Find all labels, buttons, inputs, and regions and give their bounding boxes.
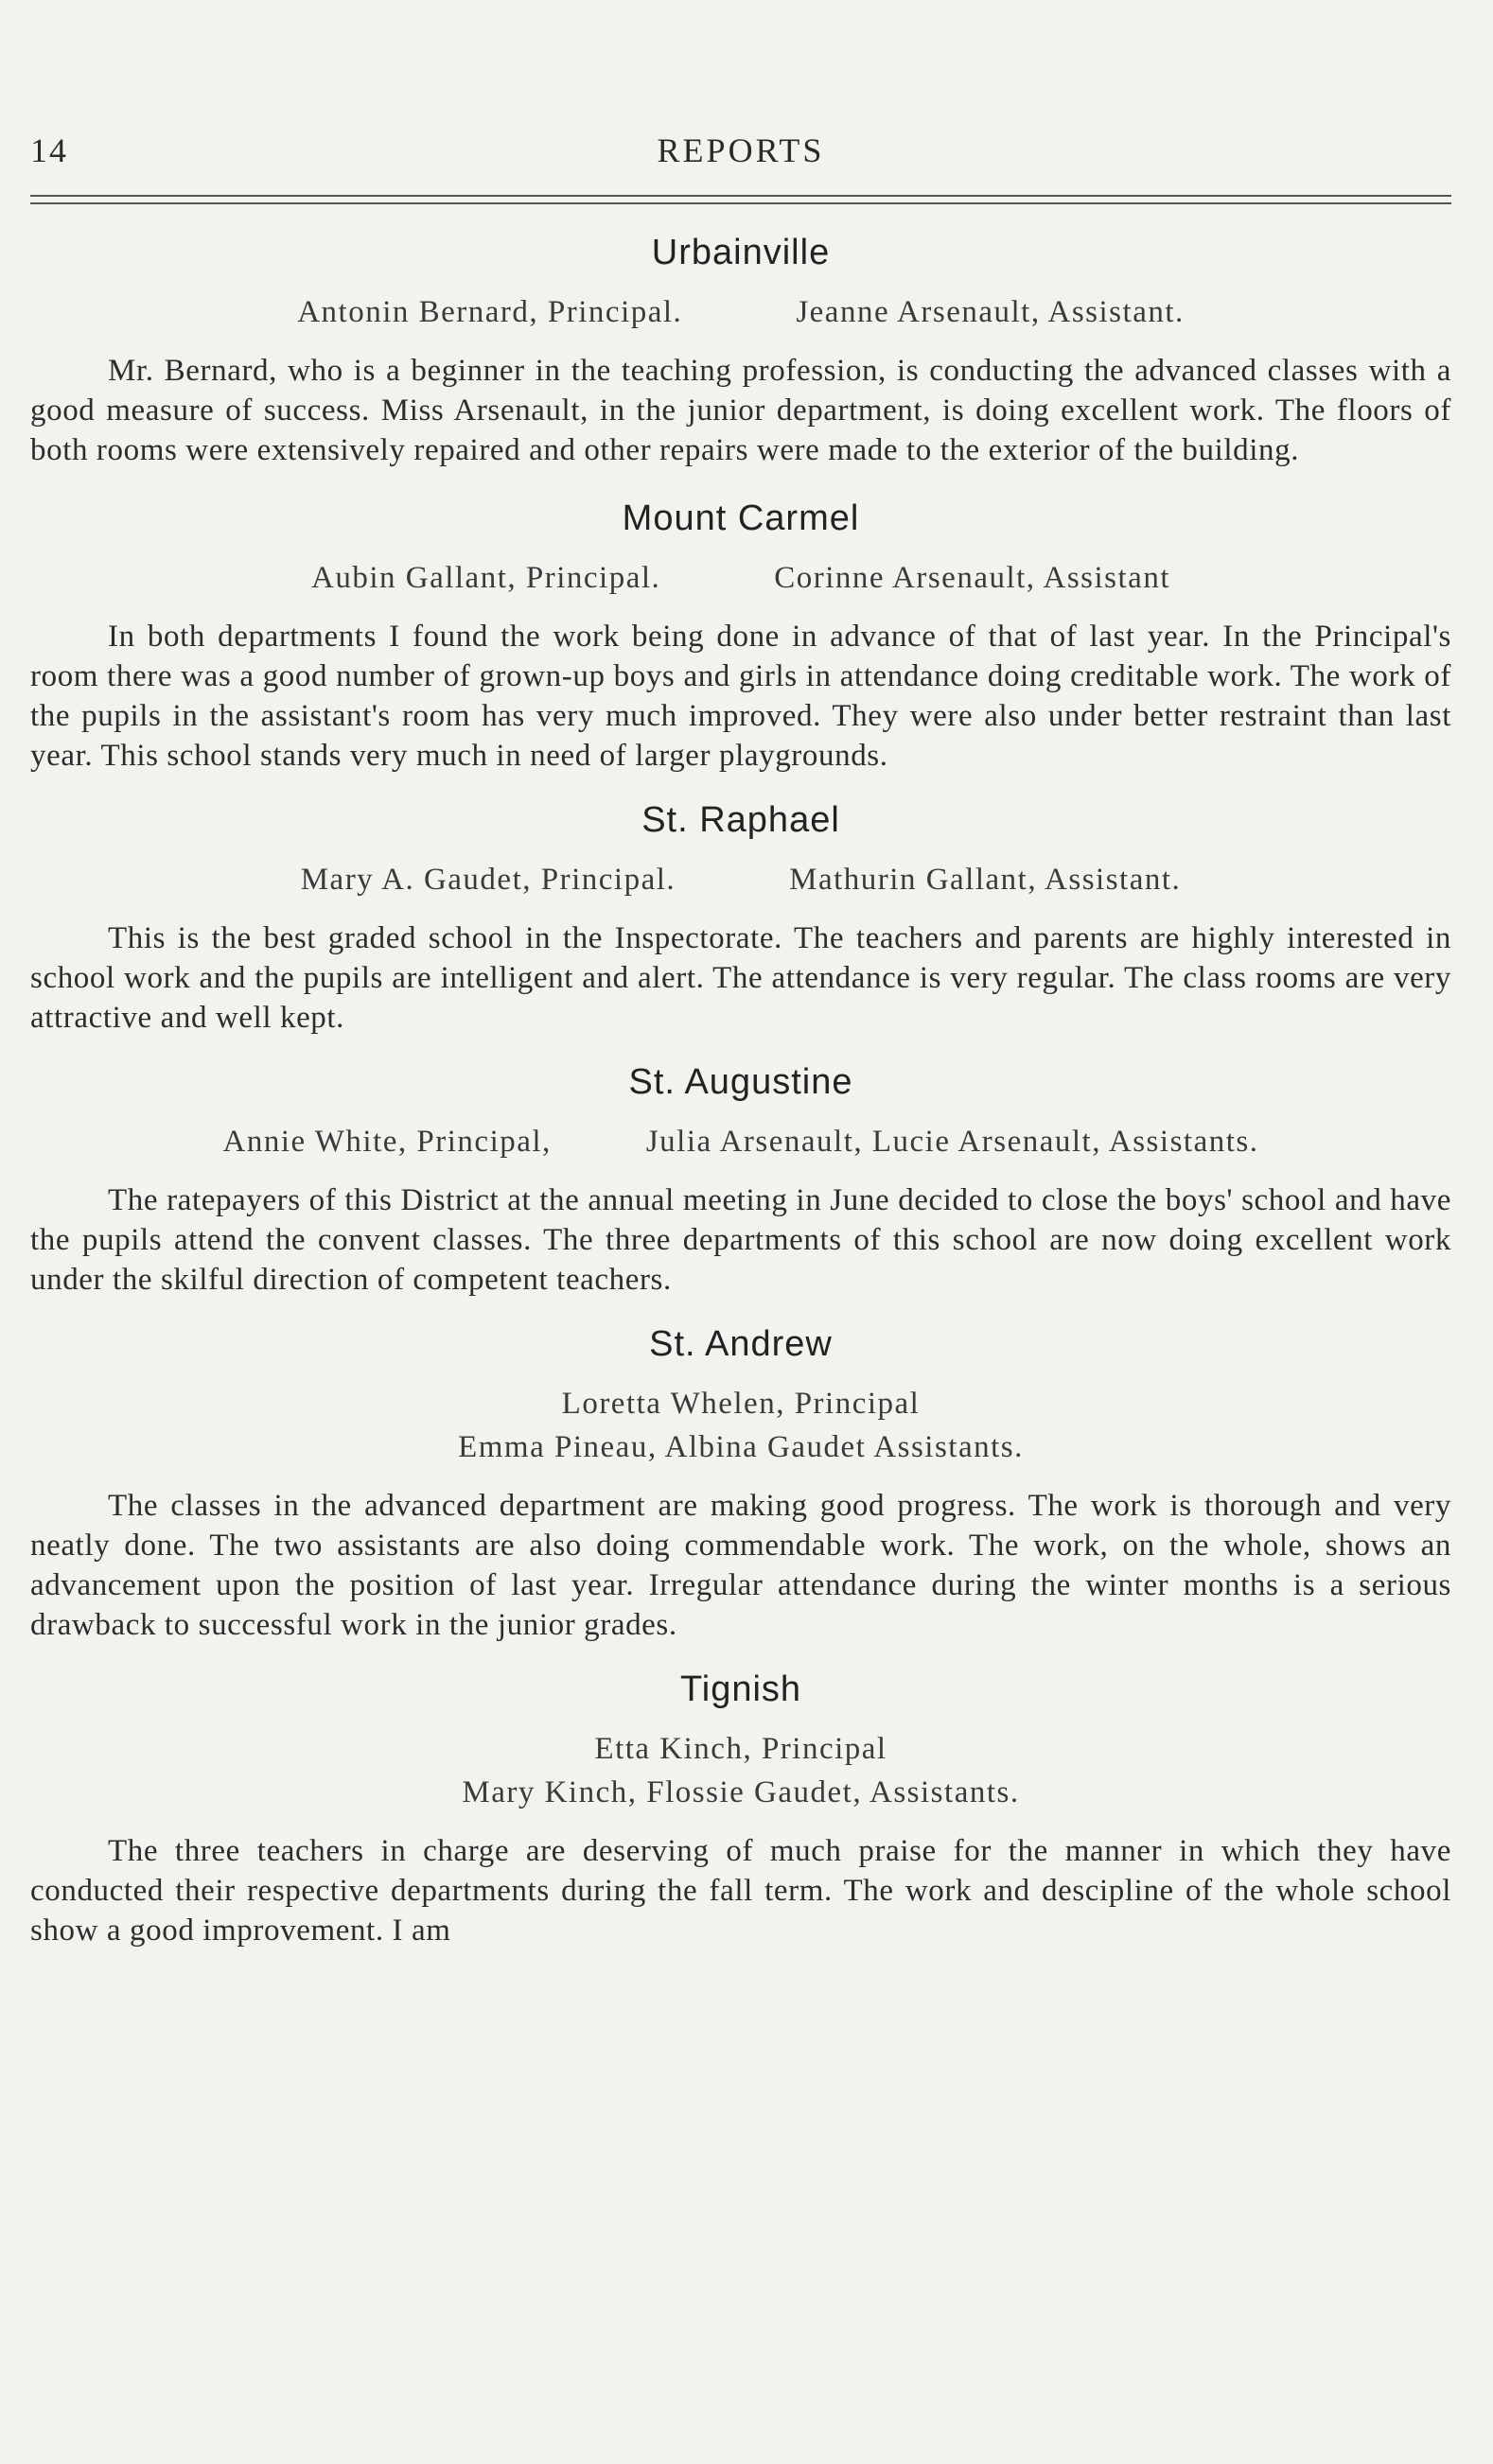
section-title: Mount Carmel: [622, 498, 860, 538]
principal-name: Annie White, Principal,: [222, 1125, 552, 1159]
principal-name: Aubin Gallant, Principal.: [310, 561, 661, 595]
section-body: This is the best graded school in the Inspectorate. The teachers and parents are highly interested in school work and the pupils are intelligent and alert. The attendance is very regular. The class rooms are very attractive and well kept.: [30, 921, 1451, 1035]
header-rule: [30, 195, 1451, 204]
section-st-raphael: [30, 800, 1451, 1038]
section-body: The three teachers in charge are deserving of much praise for the manner in which they have conducted their respective departments during the fall term. The work and descipline of the whole school show a good improvement. I am: [30, 1834, 1451, 1948]
assistant-names: Julia Arsenault, Lucie Arsenault, Assistants.: [645, 1125, 1259, 1159]
assistant-names: Emma Pineau, Albina Gaudet Assistants.: [458, 1430, 1024, 1464]
section-title: Tignish: [679, 1669, 802, 1709]
section-body: In both departments I found the work being done in advance of that of last year. In the Principal's room there was a good number of grown-up boys and girls in attendance doing creditable work. The work of the pupils in the assistant's room has very much improved. They were also under better restraint than last year. This school stands very much in need of larger playgrounds.: [30, 620, 1451, 773]
section-st-augustine: [30, 1062, 1451, 1300]
section-body: The ratepayers of this District at the annual meeting in June decided to close the boys' school and have the pupils attend the convent classes. The three departments of this school are now doing excellent work under the skilful direction of competent teachers.: [30, 1183, 1451, 1297]
section-body: Mr. Bernard, who is a beginner in the teaching profession, is conducting the advanced classes with a good measure of success. Miss Arsenault, in the junior department, is doing excellent work. The floors of both rooms were extensively repaired and other repairs were made to the exterior of the building.: [30, 354, 1451, 467]
assistant-names: Mary Kinch, Flossie Gaudet, Assistants.: [462, 1775, 1020, 1809]
section-body: The classes in the advanced department are making good progress. The work is thorough and very neatly done. The two assistants are also doing commendable work. The work, on the whole, shows an advancement upon the position of last year. Irregular attendance during the winter months is a serious drawback to successful work in the junior grades.: [30, 1489, 1451, 1642]
section-title: St. Andrew: [649, 1324, 833, 1364]
document-page: [30, 0, 1451, 1950]
staff-line: [30, 1120, 1451, 1163]
principal-name: Etta Kinch, Principal: [594, 1732, 887, 1766]
assistant-name: Corinne Arsenault, Assistant: [774, 561, 1170, 595]
principal-name: Mary A. Gaudet, Principal.: [300, 863, 676, 897]
running-title: REPORTS: [657, 131, 825, 169]
section-title: St. Augustine: [628, 1062, 853, 1102]
section-urbainville: [30, 233, 1451, 470]
staff-line: [30, 556, 1451, 600]
section-st-andrew: [30, 1324, 1451, 1645]
section-title: St. Raphael: [641, 800, 840, 840]
staff-block: [30, 1382, 1451, 1469]
principal-name: Antonin Bernard, Principal.: [297, 295, 683, 329]
staff-block: [30, 1727, 1451, 1814]
staff-line: [30, 290, 1451, 334]
running-header: [30, 131, 1451, 187]
section-mount-carmel: [30, 498, 1451, 776]
assistant-name: Mathurin Gallant, Assistant.: [789, 863, 1182, 897]
section-tignish: [30, 1669, 1451, 1950]
principal-name: Loretta Whelen, Principal: [561, 1387, 921, 1421]
staff-line: [30, 858, 1451, 901]
assistant-name: Jeanne Arsenault, Assistant.: [796, 295, 1185, 329]
page-number: 14: [30, 131, 68, 169]
section-title: Urbainville: [651, 233, 831, 272]
